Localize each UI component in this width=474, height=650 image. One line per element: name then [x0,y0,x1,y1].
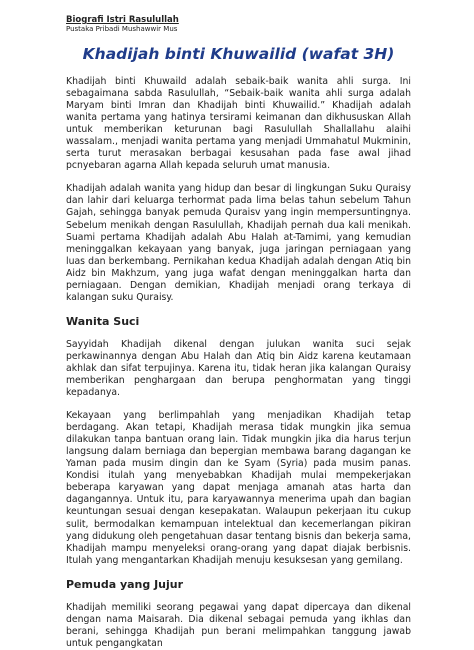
intro-paragraph-1: Khadijah binti Khuwaild adalah sebaik-baik wanita ahli surga. Ini sebagaimana sabda Rasulullah, “Sebaik-baik wanita ahli surga adalah Maryam binti Imran dan Khadijah binti Khuwailid.” Khadijah adalah wanita pertama yang hatinya tersirami keimanan dan dikhususkan Allah untuk memberikan keturunan bagi Rasulullah Shallallahu alaihi wassalam., menjadi wanita pertama yang menjadi Ummahatul Mukminin, serta turut merasakan berbagai kesusahan pada fase awal jihad pcnyebaran agarna Allah kepada seluruh umat manusia. [66,76,411,172]
section-paragraph: Sayyidah Khadijah dikenal dengan julukan wanita suci sejak perkawinannya dengan Abu Halah dan Atiq bin Aidz karena keutamaan akhlak dan sifat terpujinya. Karena itu, tidak heran jika kalangan Quraisy memberikan penghargaan dan berupa penghormatan yang tinggi kepadanya. [66,338,411,399]
section-heading-wanita-suci: Wanita Suci [66,314,140,328]
page-title: Khadijah binti Khuwailid (wafat 3H) [82,45,395,63]
section-paragraph: Kekayaan yang berlimpahlah yang menjadikan Khadijah tetap berdagang. Akan tetapi, Khadijah merasa tidak mungkin jika semua dilakukan tanpa bantuan orang lain. Tidak mungkin jika dia harus terjun langsung dalam berniaga dan bepergian membawa barang dagangan ke Yaman pada musim dingin dan ke Syam (Syria) pada musim panas. Kondisi itulah yang menyebabkan Khadijah mulai mempekerjakan beberapa karyawan yang dapat menjaga amanah atas harta dan dagangannya. Untuk itu, para karyawannya menerima upah dan bagian keuntungan sesuai dengan kesepakatan. Walaupun pekerjaan itu cukup sulit, bermodalkan kemampuan intelektual dan kecemerlangan pikiran yang didukung oleh pengetahuan dasar tentang bisnis dan bekerja sama, Khadijah mampu menyeleksi orang-orang yang dapat diajak berbisnis. Itulah yang mengantarkan Khadijah menuju kesuksesan yang gemilang. [66,410,411,566]
section-paragraph: Khadijah memiliki seorang pegawai yang dapat dipercaya dan dikenal dengan nama Maisarah. Dia dikenal sebagai pemuda yang ikhlas dan berani, sehingga Khadijah pun berani melimpahkan tanggung jawab untuk pengangkatan [66,601,411,649]
running-header-title: Biografi Istri Rasulullah [66,15,179,25]
section-heading-pemuda-yang-jujur: Pemuda yang Jujur [66,577,184,591]
intro-paragraph-2: Khadijah adalah wanita yang hidup dan besar di lingkungan Suku Quraisy dan lahir dari keluarga terhormat pada lima belas tahun sebelum Tahun Gajah, sehingga banyak pemuda Quraisv yang ingin mempersuntingnya. Sebelum menikah dengan Rasulullah, Khadijah pernah dua kali menikah. Suami pertama Khadijah adalah Abu Halah at-Tamimi, yang kemudian meninggalkan kekayaan yang banyak, juga jaringan perniagaan yang luas dan berkembang. Pernikahan kedua Khadijah adalah dengan Atiq bin Aidz bin Makhzum, yang juga wafat dengan meninggalkan harta dan perniagaan. Dengan demikian, Khadijah menjadi orang terkaya di kalangan suku Quraisy. [66,183,411,303]
running-header-subtitle: Pustaka Pribadi Mushawwir Mus [66,25,178,33]
